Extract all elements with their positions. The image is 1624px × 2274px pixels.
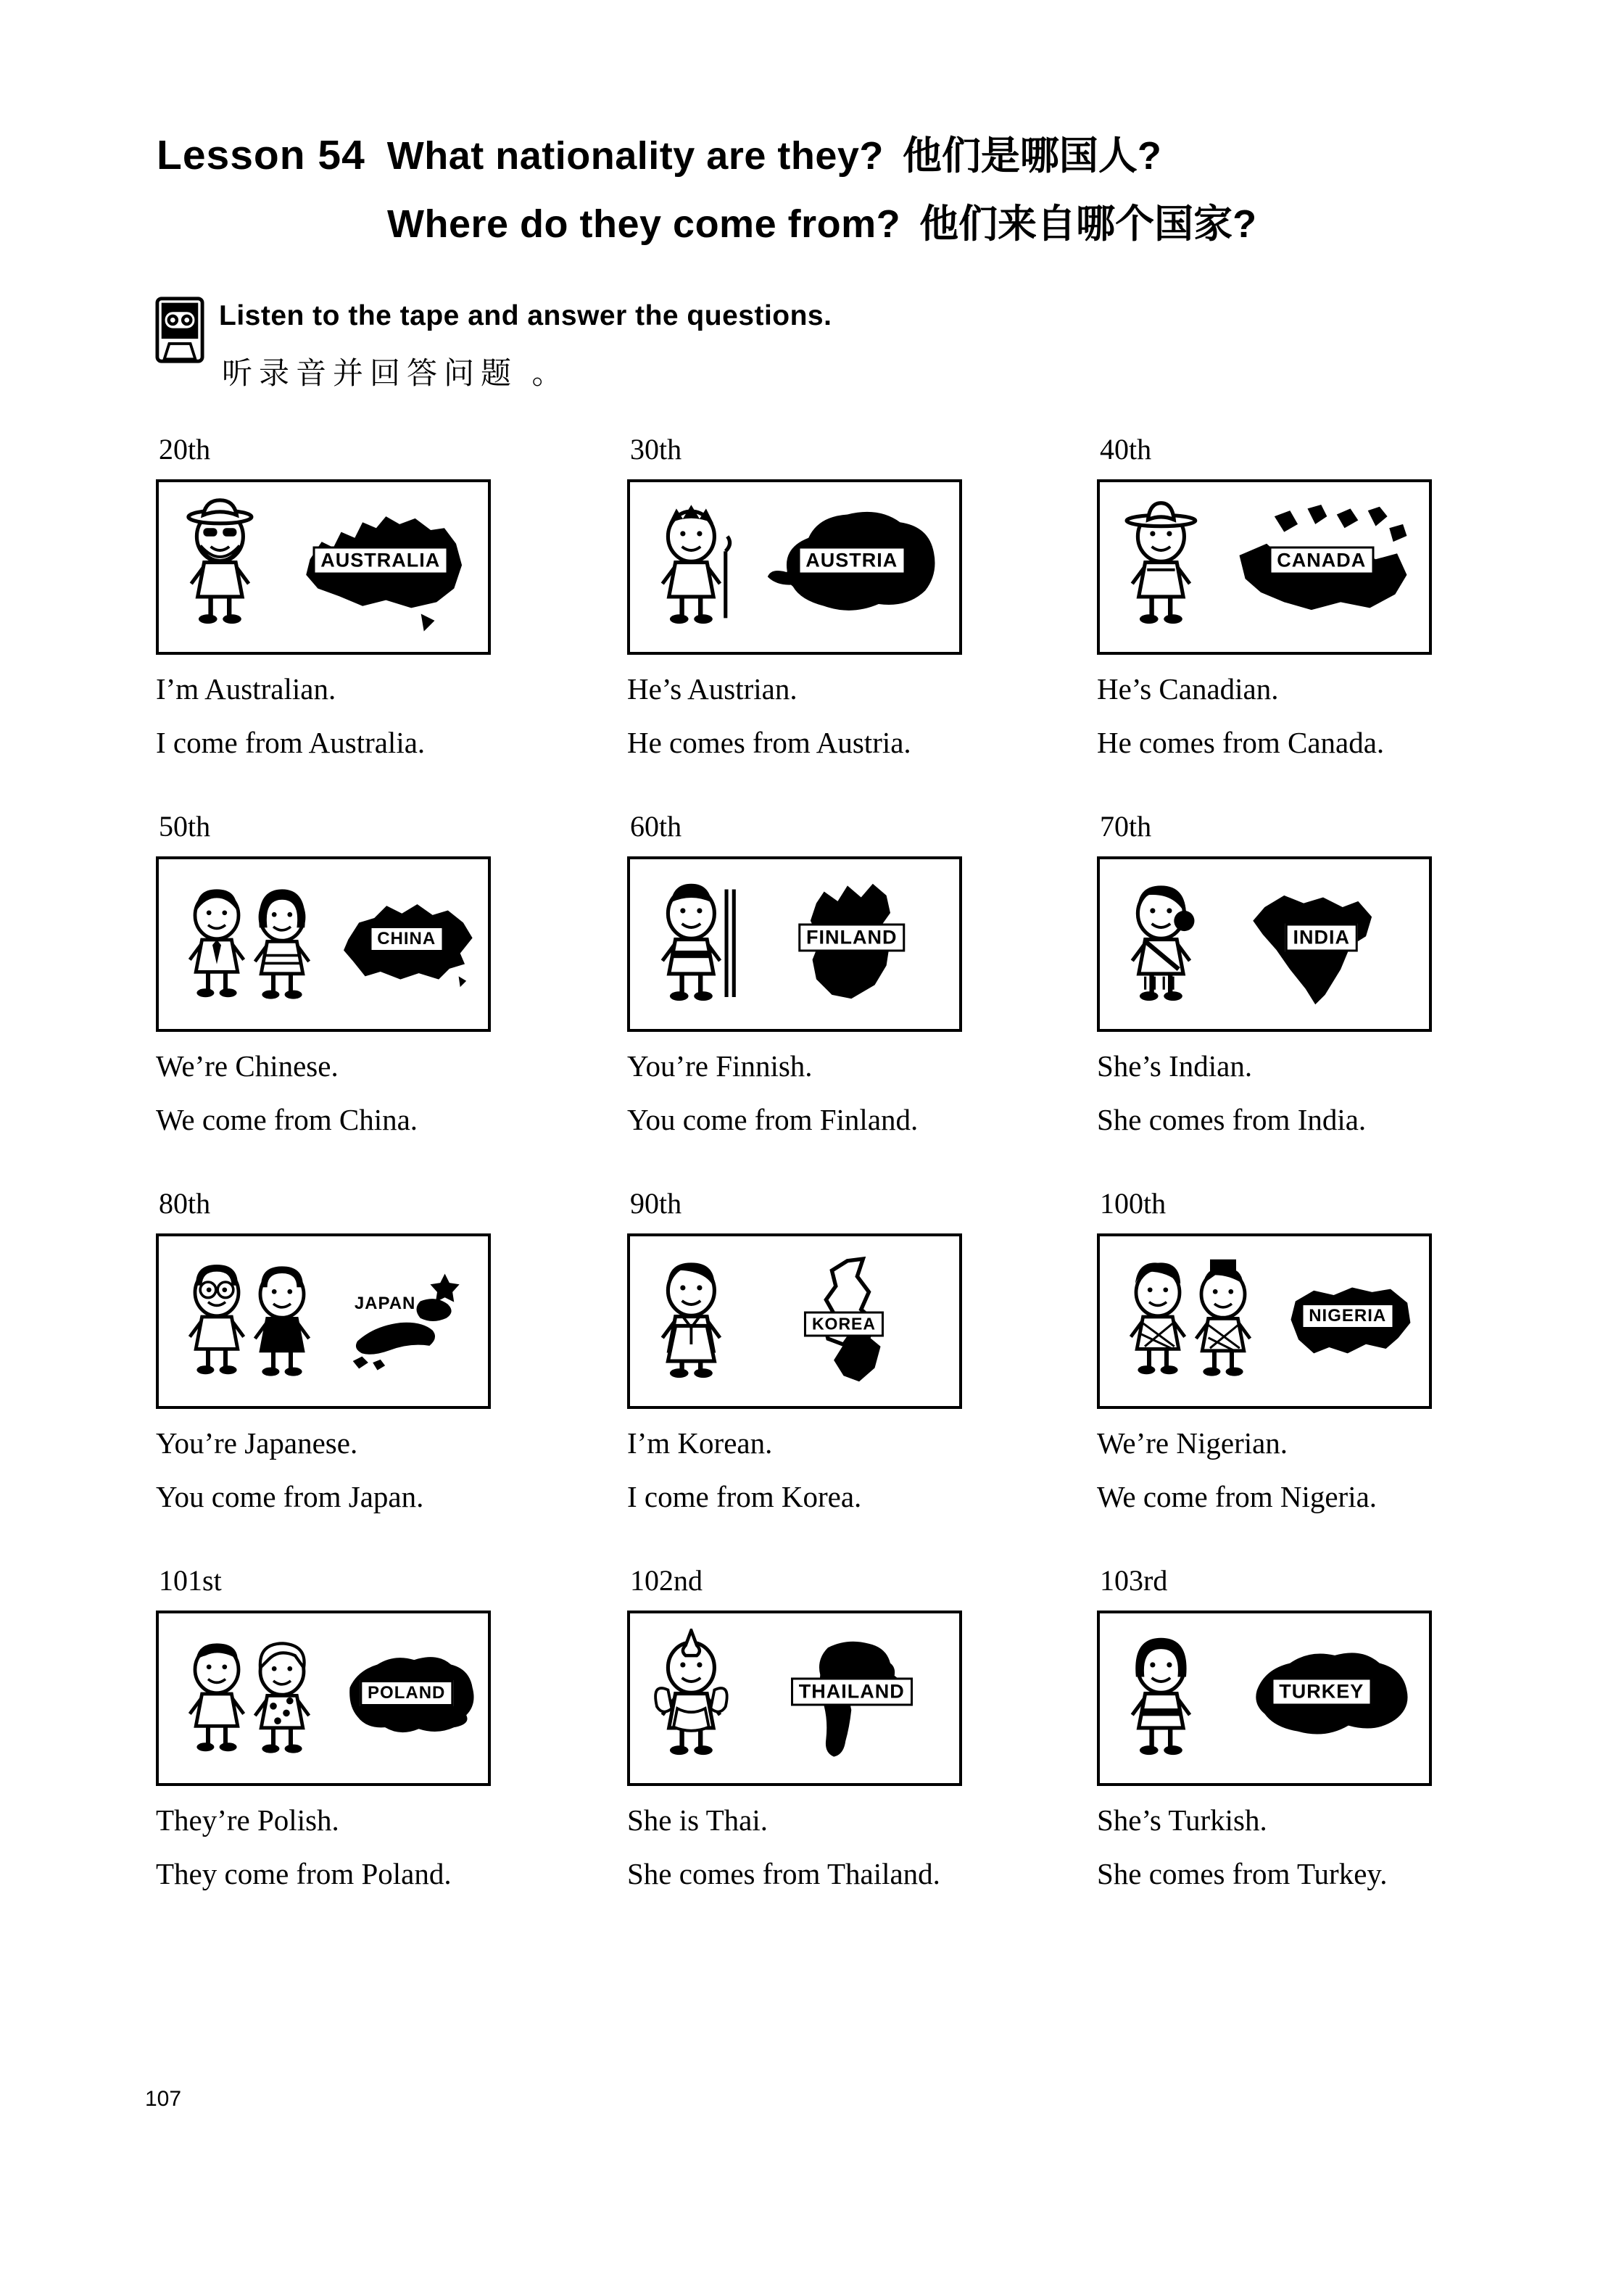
country-label: CANADA	[1269, 546, 1374, 574]
map-area	[1224, 876, 1419, 1012]
austrian-man-cartoon	[640, 497, 742, 637]
finnish-skier-cartoon	[640, 875, 742, 1014]
korean-girl-cartoon	[640, 1252, 742, 1391]
sentence-origin: I come from Korea.	[627, 1480, 862, 1513]
ordinal-label: 40th	[1100, 433, 1152, 466]
sentence-nationality: I’m Korean.	[627, 1426, 773, 1460]
australian-man-cartoon	[169, 497, 271, 637]
illustration-box	[627, 856, 962, 1032]
japanese-boys-cartoon	[169, 1256, 330, 1386]
sentence-nationality: You’re Japanese.	[156, 1426, 358, 1460]
map-area	[330, 1268, 483, 1375]
map-area	[330, 1645, 483, 1752]
title-question-2-zh: 他们来自哪个国家?	[919, 202, 1257, 246]
map-area	[1224, 1630, 1419, 1766]
country-label: CHINA	[369, 926, 444, 952]
sentence-origin: We come from China.	[156, 1103, 418, 1136]
illustration-box	[1097, 1611, 1432, 1786]
lesson-number: Lesson 54	[157, 132, 365, 178]
lesson-title-line1	[157, 125, 1161, 181]
illustration-box	[627, 1233, 962, 1409]
turkish-girl-cartoon	[1110, 1629, 1212, 1768]
illustration-box	[156, 856, 491, 1032]
sentence-origin: She comes from Thailand.	[627, 1857, 940, 1890]
card-australia	[156, 432, 491, 759]
cassette-tape-icon	[155, 296, 204, 364]
card-finland	[627, 809, 962, 1136]
thai-dancer-cartoon	[640, 1629, 742, 1768]
country-label: AUSTRIA	[798, 546, 906, 574]
title-question-1-zh: 他们是哪国人?	[902, 134, 1161, 178]
sentence-origin: She comes from India.	[1097, 1103, 1367, 1136]
illustration-box	[627, 479, 962, 655]
ordinal-label: 80th	[159, 1187, 211, 1220]
ordinal-label: 102nd	[630, 1564, 703, 1597]
sentence-nationality: She is Thai.	[627, 1803, 768, 1837]
card-nigeria	[1097, 1186, 1432, 1513]
map-area	[754, 499, 949, 635]
map-area	[1271, 1268, 1424, 1375]
ordinal-label: 60th	[630, 810, 682, 843]
card-turkey	[1097, 1563, 1432, 1890]
sentence-origin: You come from Finland.	[627, 1103, 919, 1136]
sentence-nationality: They’re Polish.	[156, 1803, 339, 1837]
illustration-box	[627, 1611, 962, 1786]
ordinal-label: 20th	[159, 433, 211, 466]
illustration-box	[156, 1611, 491, 1786]
country-label: NIGERIA	[1301, 1303, 1394, 1329]
instruction-text-zh: 听录音并回答问题 。	[222, 357, 569, 391]
map-area	[754, 876, 949, 1012]
sentence-nationality: I’m Australian.	[156, 672, 336, 706]
country-label: THAILAND	[791, 1677, 913, 1706]
title-question-2-en: Where do they come from?	[387, 202, 901, 246]
japan-map	[330, 1268, 483, 1375]
card-japan	[156, 1186, 491, 1513]
sentence-origin: They come from Poland.	[156, 1857, 452, 1890]
card-austria	[627, 432, 962, 759]
ordinal-label: 50th	[159, 810, 211, 843]
canadian-mountie-cartoon	[1110, 497, 1212, 637]
sentence-origin: She comes from Turkey.	[1097, 1857, 1388, 1890]
card-canada	[1097, 432, 1432, 759]
sentence-nationality: You’re Finnish.	[627, 1049, 813, 1083]
card-poland	[156, 1563, 491, 1890]
map-area	[1224, 499, 1419, 635]
country-label: FINLAND	[798, 923, 905, 951]
page-number: 107	[145, 2087, 182, 2111]
sentence-origin: We come from Nigeria.	[1097, 1480, 1378, 1513]
indian-woman-cartoon	[1110, 875, 1212, 1014]
sentence-origin: You come from Japan.	[156, 1480, 424, 1513]
instruction-text-en: Listen to the tape and answer the questions.	[219, 300, 832, 331]
ordinal-label: 100th	[1100, 1187, 1167, 1220]
ordinal-label: 101st	[159, 1564, 222, 1597]
chinese-couple-cartoon	[169, 879, 330, 1009]
sentence-nationality: We’re Nigerian.	[1097, 1426, 1288, 1460]
ordinal-label: 30th	[630, 433, 682, 466]
country-label: POLAND	[360, 1680, 453, 1706]
illustration-box	[156, 479, 491, 655]
polish-couple-cartoon	[169, 1633, 330, 1764]
country-label: TURKEY	[1271, 1677, 1372, 1706]
ordinal-label: 70th	[1100, 810, 1152, 843]
ordinal-label: 90th	[630, 1187, 682, 1220]
card-thailand	[627, 1563, 962, 1890]
country-label: KOREA	[804, 1311, 884, 1336]
map-area	[330, 890, 483, 998]
lesson-title-line2	[387, 193, 1256, 249]
illustration-box	[1097, 856, 1432, 1032]
card-china	[156, 809, 491, 1136]
country-label: INDIA	[1285, 923, 1358, 951]
sentence-nationality: He’s Austrian.	[627, 672, 798, 706]
sentence-origin: He comes from Austria.	[627, 726, 911, 759]
map-area	[754, 1630, 949, 1766]
sentence-nationality: He’s Canadian.	[1097, 672, 1279, 706]
title-question-1-en: What nationality are they?	[386, 134, 884, 178]
country-label: AUSTRALIA	[312, 546, 448, 574]
map-area	[754, 1253, 949, 1389]
card-india	[1097, 809, 1432, 1136]
sentence-origin: I come from Australia.	[156, 726, 426, 759]
ordinal-label: 103rd	[1100, 1564, 1168, 1597]
illustration-box	[1097, 479, 1432, 655]
sentence-origin: He comes from Canada.	[1097, 726, 1385, 759]
sentence-nationality: She’s Turkish.	[1097, 1803, 1267, 1837]
illustration-box	[156, 1233, 491, 1409]
map-area	[283, 499, 478, 635]
illustration-box	[1097, 1233, 1432, 1409]
sentence-nationality: We’re Chinese.	[156, 1049, 339, 1083]
sentence-nationality: She’s Indian.	[1097, 1049, 1253, 1083]
nigerian-couple-cartoon	[1110, 1256, 1271, 1386]
card-korea	[627, 1186, 962, 1513]
country-label: JAPAN	[354, 1294, 416, 1314]
